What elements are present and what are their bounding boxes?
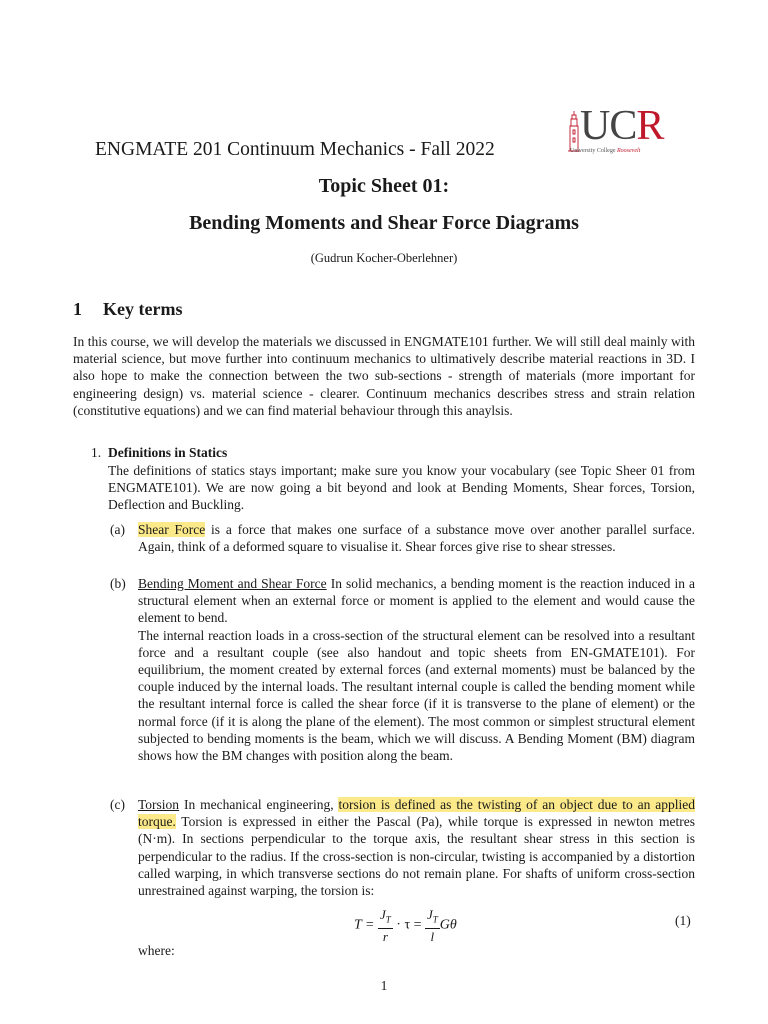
ucr-logo bbox=[566, 103, 670, 160]
equation-number: (1) bbox=[675, 913, 691, 928]
list-item-heading bbox=[91, 445, 227, 461]
list-item-title: Definitions in Statics bbox=[108, 445, 228, 460]
section-title: Key terms bbox=[103, 299, 183, 319]
underlined-term: Torsion bbox=[138, 797, 180, 812]
sub-item-label: (c) bbox=[110, 797, 125, 812]
underlined-term: Bending Moment and Shear Force bbox=[138, 576, 327, 591]
sub-item-text: Torsion In mechanical engineering, torsion is defined as the twisting of an object due to an applied torque. Torsion is expressed in either the Pascal (Pa), while torque is expressed in newton metres (N·m). In sections perpendicular to the torque axis, the resultant shear stress in this section is perpendicular to the radius. If the cross-section is non-circular, twisting is accompanied by a distortion called warping, in which transverse sections do not remain plane. For shafts of uniform cross-section unrestrained against warping, the torsion is: bbox=[138, 797, 695, 899]
topic-title-line2: Bending Moments and Shear Force Diagrams bbox=[189, 212, 579, 234]
list-item-body: The definitions of statics stays important; make sure you know your vocabulary (see Topic Sheer 01 from ENGMATE101). We are now going a bit beyond and look at Bending Moments, Shear forces, Torsion, Deflection and Buckling. bbox=[108, 463, 695, 513]
fraction-jt-over-l: $\frac{J_T}{l}$ bbox=[426, 907, 438, 944]
page-number: 1 bbox=[380, 978, 388, 993]
course-title: ENGMATE 201 Continuum Mechanics - Fall 2022 bbox=[95, 139, 495, 160]
sub-item-text: Bending Moment and Shear Force In solid mechanics, a bending moment is the reaction induced in a structural element when an external force or moment is applied to the element and would cause the element to bend. The internal reaction loads in a cross-section of the structural element can be resolved into a resultant force and a resultant couple (see also handout and topic sheets from EN-GMATE101). For equilibrium, the moment created by external forces (and external moments) must be balanced by the couple induced by the internal loads. The resultant internal couple is called the bending moment while the resultant internal force is called the shear force (if it is transverse to the plane of element) or the normal force (if it is along the plane of the element). The most common or simplest structural element subjected to bending moments is the beam, which we will discuss. A Bending Moment (BM) diagram shows how the BM changes with position along the beam. bbox=[138, 576, 695, 764]
highlighted-term: Shear Force bbox=[138, 522, 206, 537]
torsion-equation: T = $\frac{J_T}{r}$ · τ = $\frac{J_T}{l}$ Gθ bbox=[354, 907, 457, 944]
section-number: 1 bbox=[73, 299, 82, 319]
fraction-jt-over-r: $\frac{J_T}{r}$ bbox=[379, 907, 391, 944]
section-heading bbox=[73, 299, 182, 320]
topic-title-line1: Topic Sheet 01: bbox=[318, 175, 450, 197]
where-label: where: bbox=[138, 943, 175, 958]
sub-item-paragraph: The internal reaction loads in a cross-section of the structural element can be resolved into a resultant force and a resultant couple (see also handout and topic sheets from EN-GMATE101). For equilibrium, the moment created by external forces (and external moments) must be balanced by the couple induced by the internal loads. The resultant internal couple is called the bending moment while the resultant internal force is called the shear force (if it is transverse to the plane of element) or the normal force (if it is along the plane of the element). The most common or simplest structural element subjected to bending moments is the beam, which we will discuss. A Bending Moment (BM) diagram shows how the BM changes with position along the beam. bbox=[138, 627, 695, 764]
logo-subtitle: University College Roosevelt bbox=[570, 148, 641, 154]
sub-item-label: (a) bbox=[110, 522, 125, 537]
highlighted-definition: torsion is defined as the twisting of an object due to an applied torque. bbox=[138, 797, 695, 830]
sub-item-text: Shear Force is a force that makes one surface of a substance move over another parallel surface. Again, think of a deformed square to visualise it. Shear forces give rise to shear stresses. bbox=[138, 522, 695, 555]
list-number: 1. bbox=[91, 445, 102, 460]
intro-paragraph: In this course, we will develop the materials we discussed in ENGMATE101 further. We will still deal mainly with material science, but move further into continuum mechanics to ultimatively describe material reactions in 3D. I also hope to make the connection between the two sub-sections - strength of materials (more important for engineering design) vs. material science - clearer. Continuum mechanics describes stress and strain relation (constitutive equations) and we can find material behaviour through this anaylsis. bbox=[73, 334, 695, 418]
sub-item-label: (b) bbox=[110, 576, 126, 591]
logo-letters: UCR bbox=[580, 103, 664, 149]
author: (Gudrun Kocher-Oberlehner) bbox=[310, 251, 458, 265]
